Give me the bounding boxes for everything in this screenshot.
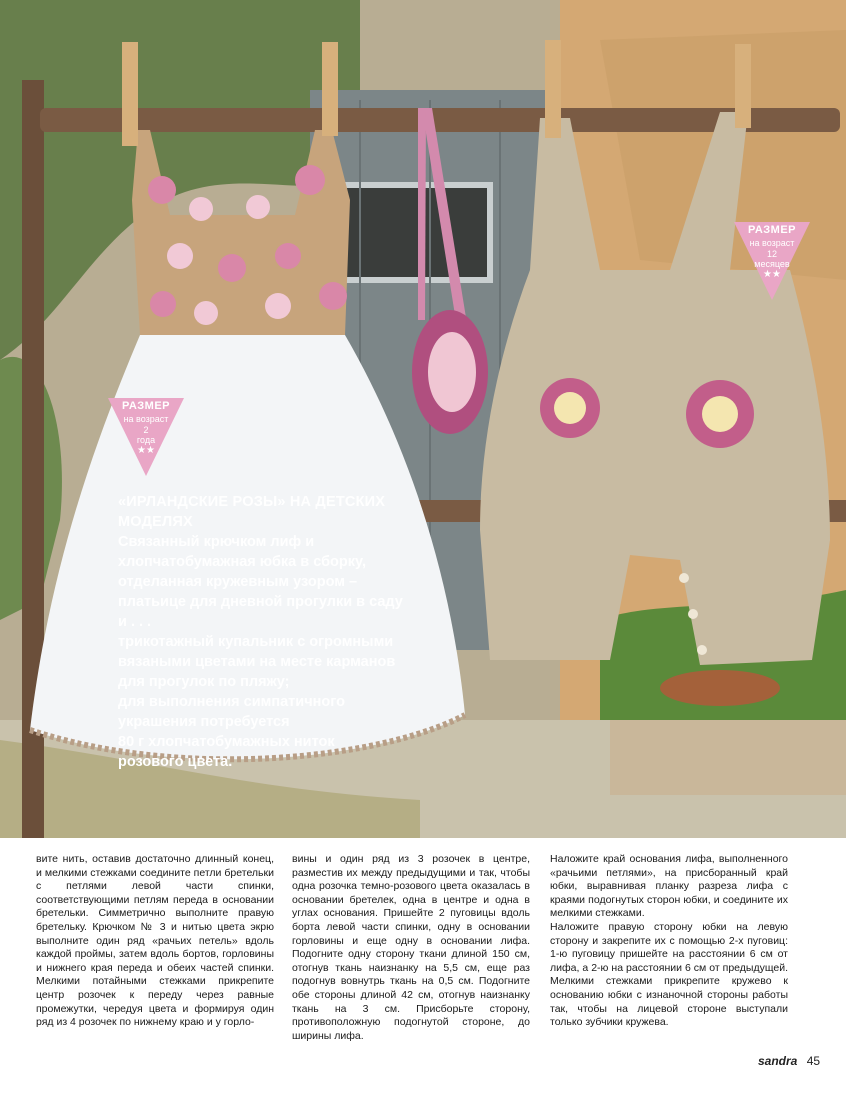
badge-stars: ★★: [137, 445, 155, 456]
badge-stars: ★★: [763, 269, 781, 280]
badge-title: РАЗМЕР: [121, 400, 171, 412]
badge-line-3: месяцев: [754, 259, 790, 269]
badge-line-2: 2: [143, 425, 149, 435]
badge-line-1: на возраст: [749, 238, 795, 248]
badge-line-1: на возраст: [123, 414, 169, 424]
badge-title: РАЗМЕР: [747, 224, 797, 236]
headline-line: для выполнения симпатичного: [118, 694, 345, 710]
headline-line: трикотажный купальник с огромными: [118, 634, 394, 650]
headline-title-line-1: «ИРЛАНДСКИЕ РОЗЫ» НА ДЕТСКИХ: [118, 494, 386, 510]
badge-line-2: 12: [766, 249, 777, 259]
headline-block: [118, 492, 418, 772]
headline-line: 80 г хлопчатобумажных ниток: [118, 734, 335, 750]
headline-line: отделанная кружевным узором –: [118, 574, 358, 590]
headline-line: и . . .: [118, 614, 152, 630]
page-number: 45: [806, 1054, 821, 1068]
headline-line: Связанный крючком лиф и: [118, 534, 315, 550]
headline-line: розового цвета.: [118, 754, 233, 770]
page-footer: [758, 1054, 820, 1068]
headline-line: для прогулок по пляжу;: [118, 674, 290, 690]
headline-line: украшения потребуется: [118, 714, 290, 730]
headline-line: платьице для дневной прогулки в саду: [118, 594, 403, 610]
column-2-text: вины и один ряд из 3 розочек в центре, разместив их между предыдущими и так, чтобы одна розочка темно-розового цвета оказалась в основании бретелек, одна в центре и одна в углах основания. Пришейте 2 пуговицы вдоль борта левой части спинки, одну в основании горловины и еще одну в основании лифа. Подогните одну сторону ткани длиной 150 см, отогнув ткань наизнанку на 5,5 см, еще раз подогнув вовнутрь ткань на 0,5 см. Подогните обе стороны длиной 42 см, отогнув наизнанку ткань на 3 см. Присборьте сторону, противоположную подогнутой стороне, до ширины лифа.: [292, 853, 530, 1042]
article-column-1: [36, 853, 274, 1030]
column-3-paragraph-2: Наложите правую сторону юбки на левую сторону и закрепите их с помощью 2-х пуговиц: 1-ю пуговицу пришейте на расстоянии 6 см от лифа, а 2-ю на расстоянии 6 см от предыдущей. Мелкими стежками прикрепите кружево к основанию юбки с изнаночной стороны работы так, чтобы на лицевой стороне выступали только зубчики кружева.: [550, 920, 788, 1029]
column-3-paragraph-1: Наложите край основания лифа, выполненного «рачьими петлями», на присборанный край юбки, выравнивая планку разреза лифа с краями подогнутых сторон юбки, и соедините их мелкими стежками.: [550, 853, 788, 920]
magazine-brand: sandra: [758, 1054, 798, 1068]
size-badge-2-years: [108, 398, 184, 476]
headline-line: хлопчатобумажная юбка в сборку,: [118, 554, 367, 570]
article-column-3: [550, 853, 788, 1030]
headline-title-line-2: МОДЕЛЯХ: [118, 514, 193, 530]
headline-line: вязаными цветами на месте карманов: [118, 654, 396, 670]
column-1-text: вите нить, оставив достаточно длинный конец, и мелкими стежками соедините петли бретельки с петлями левой части спинки, соответствующими петлям переда в основании бретельки. Симметрично выполните правую бретельку. Крючком № 3 и нитью цвета экрю выполните один ряд «рачьих петель» вдоль каждой проймы, затем вдоль бортов, горловины и нижнего края переда и обеих частей спинки. Мелкими потайными стежками прикрепите центр розочек к переду через равные промежутки, чередуя цвета и формируя один ряд из 4 розочек по нижнему краю и у горло-: [36, 853, 274, 1029]
size-badge-12-months: [734, 222, 810, 300]
badge-line-3: года: [136, 435, 156, 445]
article-column-2: [292, 853, 530, 1043]
